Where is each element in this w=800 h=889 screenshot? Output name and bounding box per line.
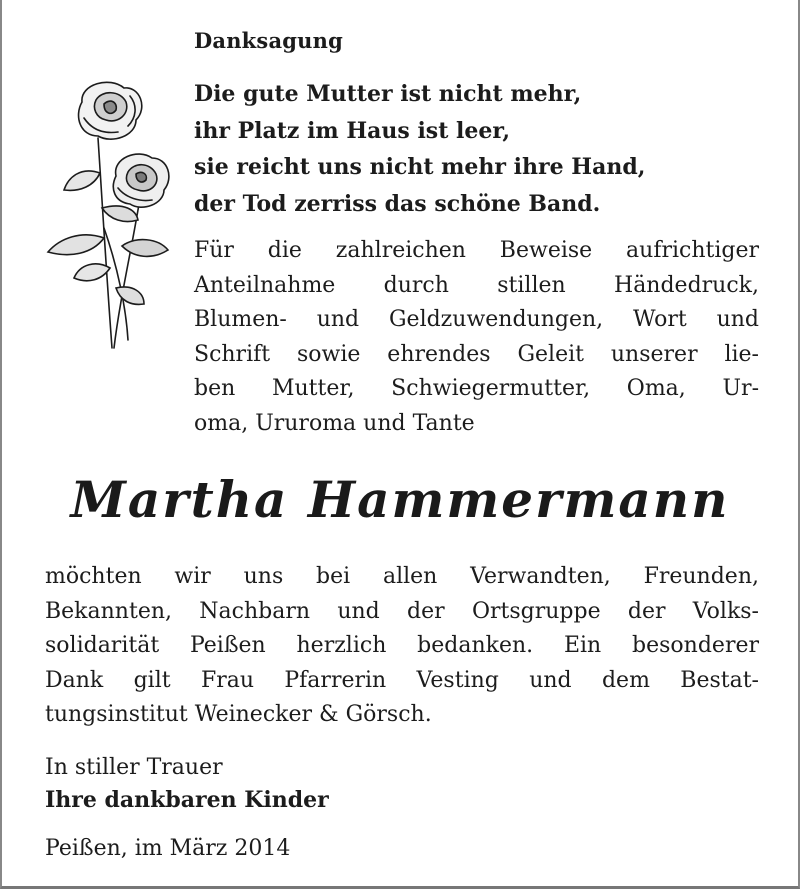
verse-line: ihr Platz im Haus ist leer, — [194, 117, 511, 144]
signatories: Ihre dankbaren Kinder — [45, 787, 329, 813]
thanks-line: Für die zahlreichen Beweise aufrichtiger — [194, 238, 759, 263]
thanks-line: oma, Ururoma und Tante — [194, 410, 475, 436]
heading: Danksagung — [194, 28, 343, 53]
acknowledgement-paragraph — [45, 560, 759, 733]
acknowledgement-line: tungsinstitut Weinecker & Görsch. — [45, 702, 432, 727]
place-date: Peißen, im März 2014 — [45, 836, 291, 861]
acknowledgement-line: möchten wir uns bei allen Verwandten, Freunden, — [45, 564, 759, 589]
verse-line: Die gute Mutter ist nicht mehr, — [194, 81, 582, 107]
acknowledgement-line: Bekannten, Nachbarn und der Ortsgruppe der Volks- — [45, 598, 759, 624]
verse — [194, 76, 645, 222]
verse-line: der Tod zerriss das schöne Band. — [194, 190, 601, 217]
acknowledgement-line: solidarität Peißen herzlich bedanken. Ein besonderer — [45, 633, 759, 658]
deceased-name: Martha Hammermann — [70, 470, 730, 529]
thanks-paragraph — [194, 234, 759, 441]
thanks-line: Anteilnahme durch stillen Händedruck, — [194, 272, 759, 298]
mourning-line: In stiller Trauer — [45, 755, 223, 780]
rose-icon — [40, 78, 180, 358]
thanks-line: ben Mutter, Schwiegermutter, Oma, Ur- — [194, 376, 759, 401]
thanks-line: Blumen- und Geldzuwendungen, Wort und — [194, 307, 759, 332]
mourning-signature — [45, 752, 329, 816]
acknowledgement-line: Dank gilt Frau Pfarrerin Vesting und dem Bestat- — [45, 667, 759, 693]
thanks-line: Schrift sowie ehrendes Geleit unserer lie- — [194, 341, 759, 367]
verse-line: sie reicht uns nicht mehr ihre Hand, — [194, 154, 646, 180]
